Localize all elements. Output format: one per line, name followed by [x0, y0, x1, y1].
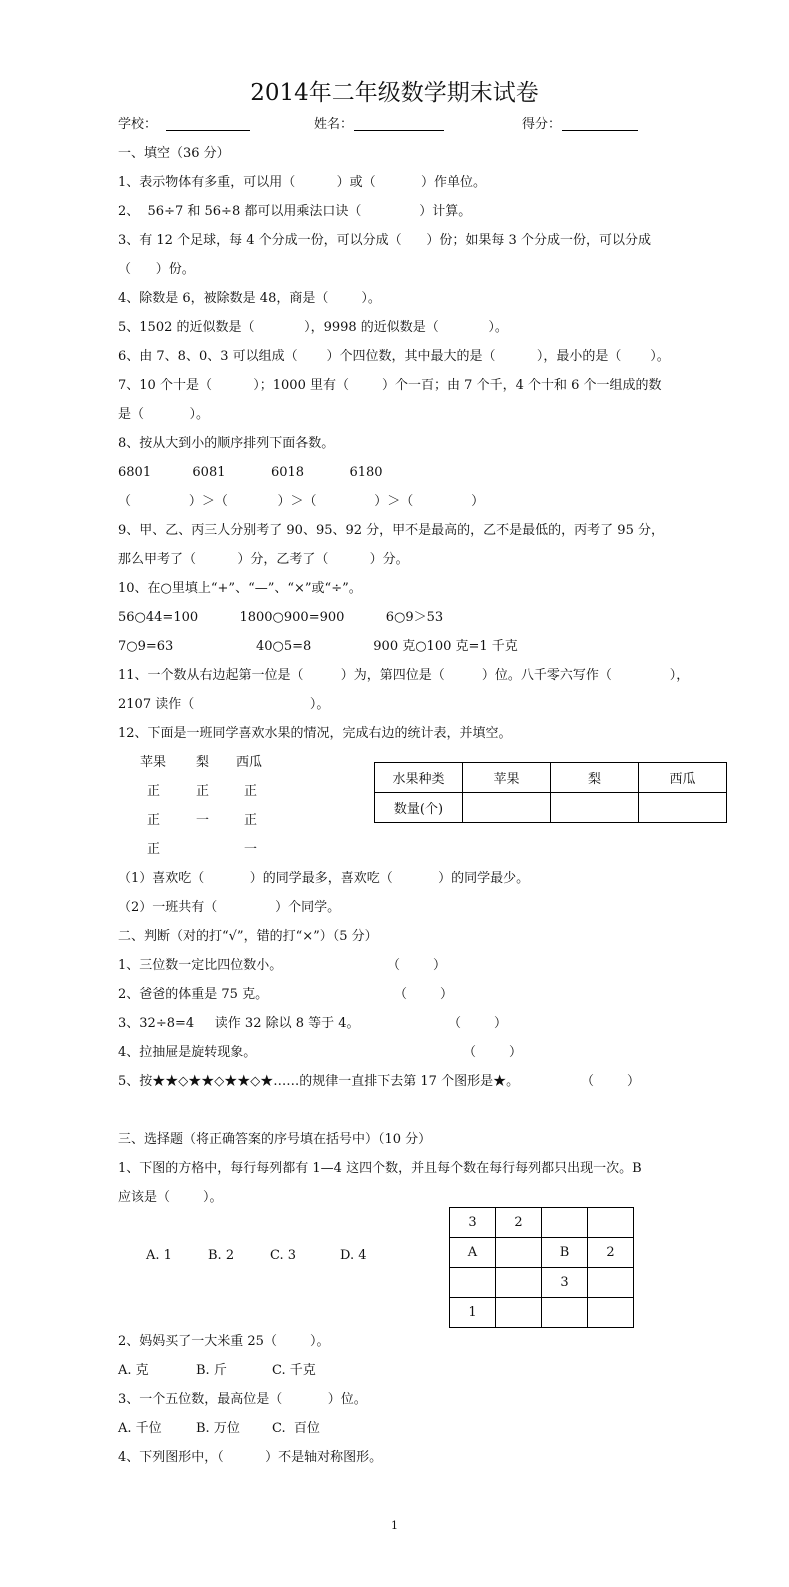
grid-cell	[542, 1298, 588, 1328]
grid-cell: 3	[542, 1268, 588, 1298]
q7-line2: 是（ ）。	[118, 407, 209, 422]
grid-cell: 1	[450, 1298, 496, 1328]
q8-numbers: 6801 6081 6018 6180	[118, 465, 383, 480]
table-header-cell: 水果种类	[375, 763, 463, 793]
score-label: 得分：	[522, 117, 562, 132]
table-header-cell: 西瓜	[639, 763, 727, 793]
tally-mark: 正	[147, 842, 161, 857]
q2-line: 2、 56÷7 和 56÷8 都可以用乘法口诀（ ）计算。	[118, 204, 472, 219]
grid-cell: B	[542, 1238, 588, 1268]
school-label: 学校：	[118, 117, 158, 132]
tally-mark: 正	[196, 784, 210, 799]
table-header-cell: 梨	[551, 763, 639, 793]
q11-line1: 11、一个数从右边起第一位是（ ）为，第四位是（ ）位。八千零六写作（ ），	[118, 668, 690, 683]
choice-q3-option-b[interactable]: B. 万位	[196, 1421, 240, 1436]
number-puzzle-grid	[449, 1207, 634, 1328]
judge-blank-5[interactable]: （ ）	[581, 1074, 641, 1089]
choice-q2-option-a[interactable]: A. 克	[118, 1363, 149, 1378]
q3-line2: （ ）份。	[118, 262, 195, 277]
page-number: 1	[391, 1519, 398, 1532]
grid-cell: 3	[450, 1208, 496, 1238]
table-row	[450, 1238, 634, 1268]
table-row	[450, 1298, 634, 1328]
answer-cell[interactable]	[463, 793, 551, 823]
q1-line: 1、表示物体有多重，可以用（ ）或（ ）作单位。	[118, 175, 487, 190]
q10-row1: 56○44=100 1800○900=900 6○9＞53	[118, 610, 444, 625]
choice-q3-option-a[interactable]: A. 千位	[118, 1421, 162, 1436]
section1-heading: 一、填空（36 分）	[118, 146, 230, 161]
tally-mark: 正	[147, 784, 161, 799]
table-row	[375, 793, 727, 823]
choice-option-c[interactable]: C. 3	[270, 1248, 297, 1263]
grid-cell: A	[450, 1238, 496, 1268]
tally-mark: 一	[244, 842, 258, 857]
choice-q2-line: 2、妈妈买了一大米重 25（ ）。	[118, 1334, 330, 1349]
grid-cell	[588, 1208, 634, 1238]
q11-line2: 2107 读作（ ）。	[118, 697, 330, 712]
q9-line2: 那么甲考了（ ）分，乙考了（ ）分。	[118, 552, 409, 567]
choice-q3-option-c[interactable]: C. 百位	[272, 1421, 320, 1436]
grid-cell	[496, 1298, 542, 1328]
choice-q1-line1: 1、下图的方格中，每行每列都有 1—4 这四个数，并且每个数在每行每列都只出现一次。B	[118, 1161, 642, 1176]
judge-item-3: 3、32÷8=4 读作 32 除以 8 等于 4。	[118, 1016, 360, 1031]
answer-cell[interactable]	[639, 793, 727, 823]
tally-mark: 正	[147, 813, 161, 828]
judge-blank-3[interactable]: （ ）	[448, 1016, 508, 1031]
answer-cell[interactable]	[551, 793, 639, 823]
q12-sub2: （2）一班共有（ ）个同学。	[118, 900, 341, 915]
grid-cell	[588, 1298, 634, 1328]
tally-header-pear: 梨	[196, 755, 210, 770]
choice-option-a[interactable]: A. 1	[146, 1248, 172, 1263]
choice-q4-line: 4、下列图形中，（ ）不是轴对称图形。	[118, 1450, 383, 1465]
name-label: 姓名：	[314, 117, 354, 132]
grid-cell: 2	[496, 1208, 542, 1238]
choice-q2-option-b[interactable]: B. 斤	[196, 1363, 227, 1378]
school-underline	[166, 130, 250, 131]
judge-item-4: 4、拉抽屉是旋转现象。	[118, 1045, 257, 1060]
grid-cell	[542, 1208, 588, 1238]
q9-line1: 9、甲、乙、丙三人分别考了 90、95、92 分，甲不是最高的，乙不是最低的，丙考了 95 分，	[118, 523, 664, 538]
judge-blank-1[interactable]: （ ）	[387, 958, 447, 973]
table-row	[450, 1208, 634, 1238]
choice-q1-line2: 应该是（ ）。	[118, 1190, 223, 1205]
grid-cell	[588, 1268, 634, 1298]
choice-q3-line: 3、一个五位数，最高位是（ ）位。	[118, 1392, 367, 1407]
judge-blank-4[interactable]: （ ）	[463, 1045, 523, 1060]
judge-blank-2[interactable]: （ ）	[394, 987, 454, 1002]
table-row	[450, 1268, 634, 1298]
q5-line: 5、1502 的近似数是（ ），9998 的近似数是（ ）。	[118, 320, 508, 335]
section2-heading: 二、判断（对的打“√”，错的打“×”）（5 分）	[118, 929, 378, 944]
q12-sub1: （1）喜欢吃（ ）的同学最多，喜欢吃（ ）的同学最少。	[118, 871, 530, 886]
q3-line1: 3、有 12 个足球，每 4 个分成一份，可以分成（ ）份；如果每 3 个分成一份，可以分成	[118, 233, 651, 248]
q8-line: 8、按从大到小的顺序排列下面各数。	[118, 436, 335, 451]
q8-blanks: （ ）＞（ ）＞（ ）＞（ ）	[118, 494, 485, 509]
tally-mark: 正	[244, 813, 258, 828]
q4-line: 4、除数是 6，被除数是 48，商是（ ）。	[118, 291, 381, 306]
name-underline	[354, 130, 444, 131]
section3-heading: 三、选择题（将正确答案的序号填在括号中）（10 分）	[118, 1132, 432, 1147]
judge-item-2: 2、爸爸的体重是 75 克。	[118, 987, 269, 1002]
table-row-label: 数量(个)	[375, 793, 463, 823]
grid-cell	[496, 1238, 542, 1268]
tally-header-watermelon: 西瓜	[236, 755, 263, 770]
tally-mark: 正	[244, 784, 258, 799]
q12-line: 12、下面是一班同学喜欢水果的情况，完成右边的统计表，并填空。	[118, 726, 512, 741]
q6-line: 6、由 7、8、0、3 可以组成（ ）个四位数，其中最大的是（ ），最小的是（ ）。	[118, 349, 670, 364]
choice-option-b[interactable]: B. 2	[208, 1248, 235, 1263]
judge-item-5: 5、按★★◇★★◇★★◇★……的规律一直排下去第 17 个图形是★。	[118, 1074, 520, 1089]
page-title: 2014年二年级数学期末试卷	[250, 80, 539, 106]
q10-row2: 7○9=63 40○5=8 900 克○100 克=1 千克	[118, 639, 518, 654]
choice-q2-option-c[interactable]: C. 千克	[272, 1363, 316, 1378]
q7-line1: 7、10 个十是（ ）；1000 里有（ ）个一百；由 7 个千，4 个十和 6 个一组成的数	[118, 378, 662, 393]
grid-cell: 2	[588, 1238, 634, 1268]
tally-mark: 一	[196, 813, 210, 828]
table-header-cell: 苹果	[463, 763, 551, 793]
choice-option-d[interactable]: D. 4	[340, 1248, 367, 1263]
score-underline	[562, 130, 638, 131]
grid-cell	[496, 1268, 542, 1298]
fruit-stats-table	[374, 762, 727, 823]
q10-line: 10、在○里填上“+”、“—”、“×”或“÷”。	[118, 581, 362, 596]
grid-cell	[450, 1268, 496, 1298]
table-row	[375, 763, 727, 793]
tally-header-apple: 苹果	[140, 755, 167, 770]
judge-item-1: 1、三位数一定比四位数小。	[118, 958, 283, 973]
